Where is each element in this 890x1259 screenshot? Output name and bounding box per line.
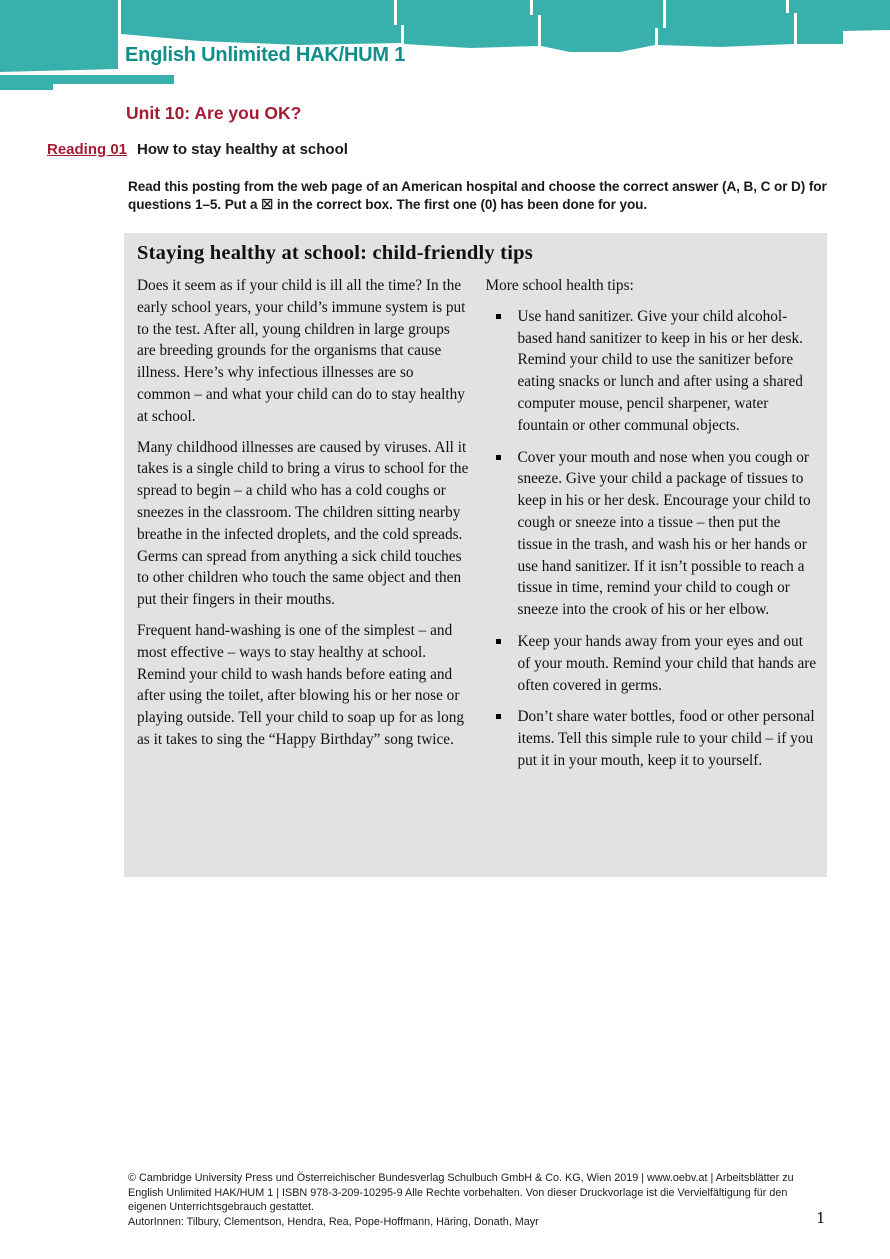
reading-label: Reading 01 [47, 141, 128, 158]
banner-title: English Unlimited HAK/HUM 1 [125, 44, 406, 66]
article-right-column [486, 275, 820, 782]
task-instructions: Read this posting from the web page of an American hospital and choose the correct answer (A, B, C or D) for questions 1–5. Put a ☒ in the correct box. The first one (0) has been done for you. [128, 179, 827, 212]
article-left-column [137, 275, 471, 782]
article-columns [137, 275, 819, 782]
tips-intro: More school health tips: [485, 277, 634, 294]
tip-text: Cover your mouth and nose when you cough or sneeze. Give your child a package of tissues to keep in his or her desk. Encourage your child to cough or sneeze into a tissue – then put the tissue in the trash, and wash his or her hands or use hand sanitizer. If it isn’t possible to reach a tissue in time, remind your child to cough or sneeze into the crook of his or her elbow. [517, 448, 811, 619]
bullet-square-icon [496, 314, 501, 319]
footer-authors: AutorInnen: Tilbury, Clementson, Hendra, Rea, Pope-Hoffmann, Häring, Donath, Mayr [128, 1216, 539, 1229]
footer-copyright: © Cambridge University Press und Österreichischer Bundesverlag Schulbuch GmbH & Co. KG, Wien 2019 | www.oebv.at | Arbeitsblätter zu English Unlimited HAK/HUM 1 | ISBN 978-3-209-10295-9 Alle Rechte vorbehalten. Von dieser Druckvorlage ist die Vervielfältigung für den eigenen Unterrichtsgebrauch gestattet. [128, 1172, 794, 1214]
tip-item [486, 706, 820, 771]
bullet-square-icon [496, 455, 501, 460]
tip-item [486, 631, 820, 696]
tip-text: Don’t share water bottles, food or other personal items. Tell this simple rule to your child – if you put it in your mouth, keep it to yourself. [517, 708, 815, 769]
page-footer [128, 1171, 822, 1230]
tip-text: Keep your hands away from your eyes and out of your mouth. Remind your child that hands are often covered in germs. [517, 632, 817, 694]
article-box [124, 233, 827, 877]
article-paragraph: Frequent hand-washing is one of the simplest – and most effective – ways to stay healthy at school. Remind your child to wash hands before eating and after using the toilet, after blowing his or her nose or playing outside. Tell your child to soap up for as long as it takes to sing the “Happy Birthday” song twice. [137, 621, 465, 748]
article-paragraph: Does it seem as if your child is ill all the time? In the early school years, your child’s immune system is put to the test. After all, young children in large groups are breeding grounds for the organisms that cause illness. Here’s why infectious illnesses are so common – and what your child can do to stay healthy at school. [137, 277, 466, 425]
unit-title: Unit 10: Are you OK? [126, 103, 302, 123]
tip-item [486, 306, 820, 437]
bullet-square-icon [496, 714, 501, 719]
page-number: 1 [816, 1209, 826, 1227]
reading-title: How to stay healthy at school [137, 141, 348, 158]
reading-heading [47, 141, 348, 158]
bullet-square-icon [496, 639, 501, 644]
article-paragraph: Many childhood illnesses are caused by viruses. All it takes is a single child to bring a virus to school for the spread to begin – a child who has a cold coughs or sneezes in the classroom. The children sitting nearby breathe in the infected droplets, and the cold spreads. Germs can spread from anything a sick child touches to other children who touch the same object and then put their fingers in their mouths. [137, 438, 469, 609]
article-title: Staying healthy at school: child-friendly tips [137, 242, 533, 264]
tip-item [486, 447, 820, 621]
tip-text: Use hand sanitizer. Give your child alcohol-based hand sanitizer to keep in his or her desk. Remind your child to use the sanitizer before eating snacks or lunch and after using a shared computer mouse, pencil sharpener, water fountain or other communal objects. [517, 307, 803, 434]
